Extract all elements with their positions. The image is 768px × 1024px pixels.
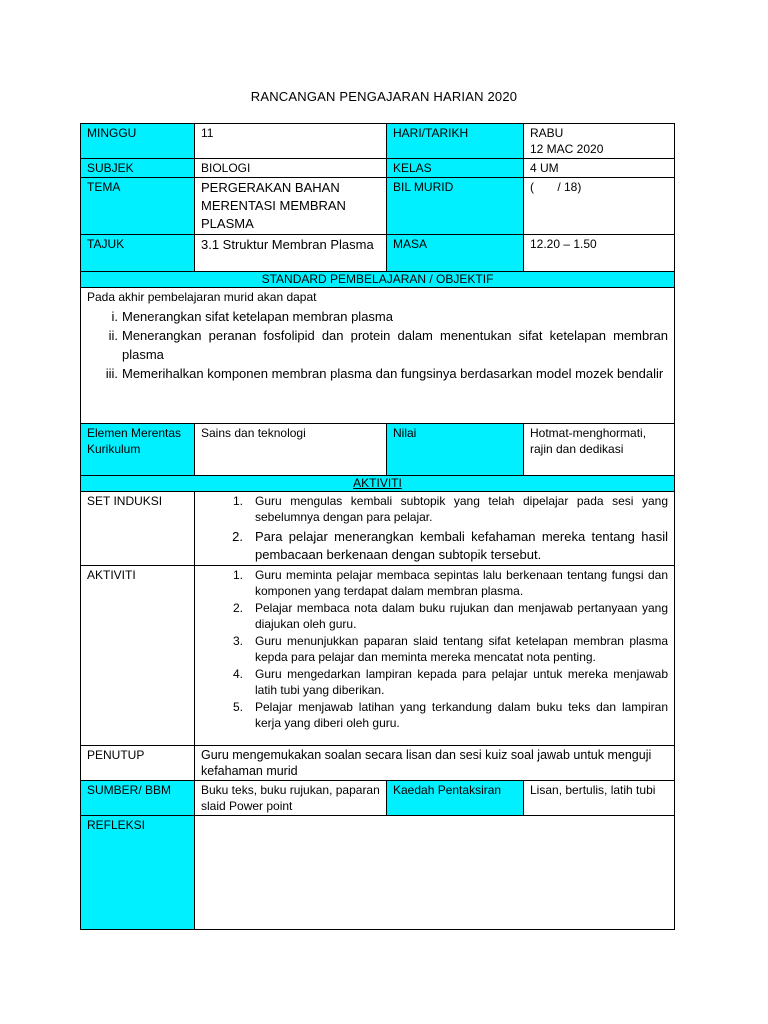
objektif-intro: Pada akhir pembelajaran murid akan dapat (87, 290, 317, 304)
refleksi-value (195, 816, 675, 930)
set-induksi-label: SET INDUKSI (81, 492, 195, 566)
tajuk-label: TAJUK (81, 235, 195, 272)
objektif-item: iii. Memerihalkan komponen membran plasma dan fungsinya berdasarkan model mozek bendalir (105, 366, 664, 381)
set-induksi-item: 2. Para pelajar menerangkan kembali kefahaman mereka tentang hasil pembacaan berkenaan dengan subtopik tersebut. (232, 529, 668, 562)
page-title: RANCANGAN PENGAJARAN HARIAN 2020 (250, 89, 518, 104)
row-objektif-header (81, 272, 675, 288)
objektif-item: ii. Menerangkan peranan fosfolipid dan protein dalam menentukan sifat ketelapan membran plasma (108, 328, 668, 362)
aktiviti-item: 4. Guru mengedarkan lampiran kepada para pelajar untuk mereka menjawab latih tubi yang diberikan. (232, 667, 668, 697)
elemen-label: Elemen Merentas Kurikulum (81, 424, 195, 476)
row-aktiviti-header (81, 476, 675, 492)
nilai-value: Hotmat-menghormati, rajin dan dedikasi (524, 424, 675, 476)
kaedah-label: Kaedah Pentaksiran (387, 781, 524, 816)
row-tema (81, 178, 675, 235)
tarikh-value: 12 MAC 2020 (530, 142, 604, 156)
hari-value: RABU (530, 126, 564, 140)
aktiviti-list (201, 567, 668, 731)
aktiviti-item: 2. Pelajar membaca nota dalam buku rujukan dan menjawab pertanyaan yang diajukan oleh guru. (232, 601, 668, 631)
hari-tarikh-label: HARI/TARIKH (387, 124, 524, 159)
sumber-value: Buku teks, buku rujukan, paparan slaid Power point (195, 781, 387, 816)
aktiviti-header: AKTIVITI (81, 476, 675, 492)
row-set-induksi (81, 492, 675, 566)
subjek-value: BIOLOGI (195, 159, 387, 178)
masa-value: 12.20 – 1.50 (524, 235, 675, 272)
elemen-value: Sains dan teknologi (195, 424, 387, 476)
bil-murid-label: BIL MURID (387, 178, 524, 235)
objektif-list (87, 307, 668, 383)
objektif-header: STANDARD PEMBELAJARAN / OBJEKTIF (81, 272, 675, 288)
nilai-label: Nilai (387, 424, 524, 476)
aktiviti-label: AKTIVITI (81, 566, 195, 746)
penutup-value: Guru mengemukakan soalan secara lisan dan sesi kuiz soal jawab untuk menguji kefahaman murid (195, 746, 675, 781)
set-induksi-cell (195, 492, 675, 566)
row-tajuk (81, 235, 675, 272)
aktiviti-item: 1. Guru meminta pelajar membaca sepintas lalu berkenaan tentang fungsi dan komponen yang terdapat dalam membran plasma. (232, 568, 668, 598)
refleksi-label: REFLEKSI (81, 816, 195, 930)
row-penutup (81, 746, 675, 781)
tema-label: TEMA (81, 178, 195, 235)
set-induksi-list (201, 493, 668, 564)
aktiviti-item: 5. Pelajar menjawab latihan yang terkandung dalam buku teks dan lampiran kerja yang diberi oleh guru. (232, 700, 668, 730)
row-minggu (81, 124, 675, 159)
kelas-label: KELAS (387, 159, 524, 178)
set-induksi-item: 1. Guru mengulas kembali subtopik yang telah dipelajar pada sesi yang sebelumnya dengan para pelajar. (232, 494, 668, 524)
masa-label: MASA (387, 235, 524, 272)
objektif-cell (81, 288, 675, 424)
lesson-plan-table (80, 123, 675, 930)
aktiviti-item: 3. Guru menunjukkan paparan slaid tentang sifat ketelapan membran plasma kepda para pelajar dan meminta mereka mencatat nota penting. (232, 634, 668, 664)
row-objektif (81, 288, 675, 424)
hari-tarikh-value (524, 124, 675, 159)
tajuk-value: 3.1 Struktur Membran Plasma (195, 235, 387, 272)
objektif-item: i. Menerangkan sifat ketelapan membran plasma (111, 309, 393, 324)
row-aktiviti (81, 566, 675, 746)
minggu-label: MINGGU (81, 124, 195, 159)
kelas-value: 4 UM (524, 159, 675, 178)
penutup-label: PENUTUP (81, 746, 195, 781)
row-refleksi (81, 816, 675, 930)
tema-value: PERGERAKAN BAHAN MERENTASI MEMBRAN PLASMA (195, 178, 387, 235)
aktiviti-cell (195, 566, 675, 746)
subjek-label: SUBJEK (81, 159, 195, 178)
row-sumber (81, 781, 675, 816)
row-elemen (81, 424, 675, 476)
row-subjek (81, 159, 675, 178)
minggu-value: 11 (195, 124, 387, 159)
kaedah-value: Lisan, bertulis, latih tubi (524, 781, 675, 816)
bil-murid-value: ( / 18) (524, 178, 675, 235)
sumber-label: SUMBER/ BBM (81, 781, 195, 816)
